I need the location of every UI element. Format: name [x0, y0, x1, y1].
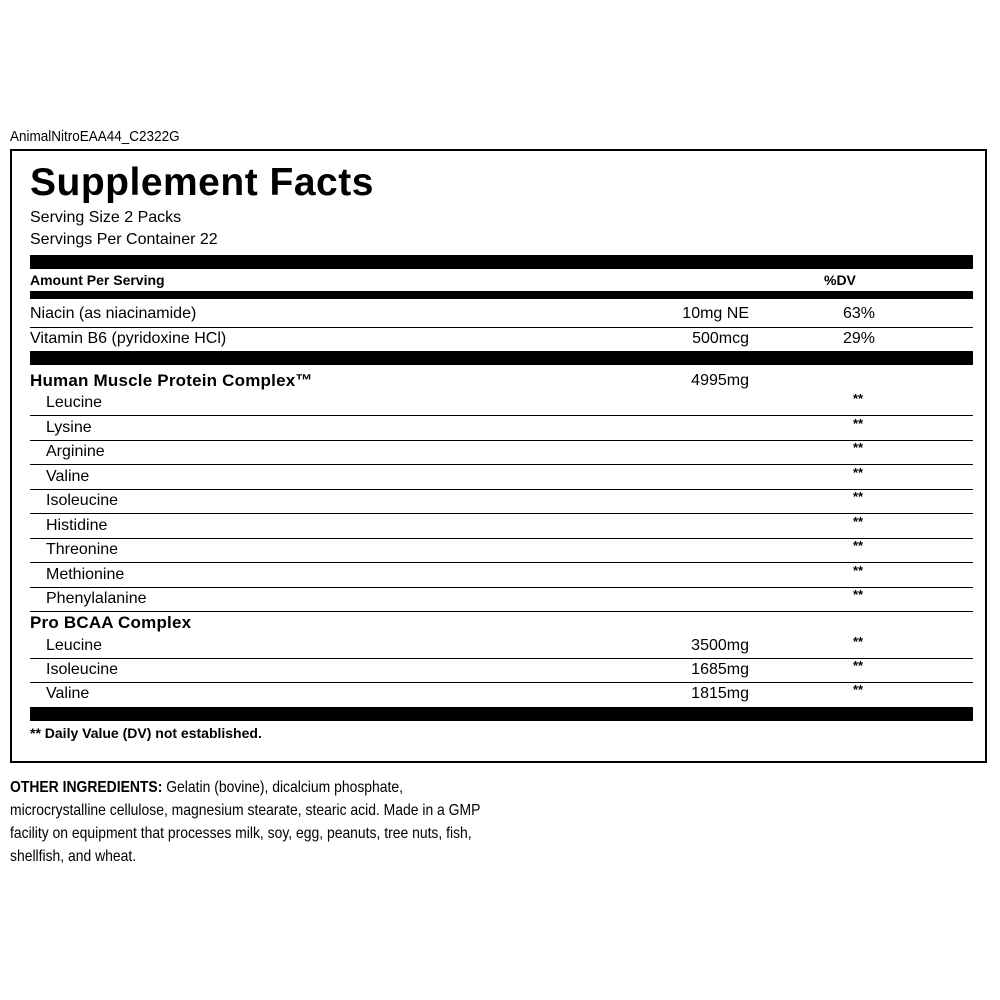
- nutrient-dv: 29%: [842, 330, 876, 347]
- nutrient-name: Niacin (as niacinamide): [30, 305, 197, 322]
- other-ingredients: [10, 776, 497, 868]
- ingredient-name: Lysine: [46, 419, 92, 436]
- ingredient-amount: 1685mg: [691, 661, 749, 678]
- ingredient-name: Leucine: [46, 394, 103, 411]
- complex-name: Pro BCAA Complex: [30, 613, 192, 632]
- supplement-facts-panel: [10, 149, 987, 763]
- ingredient-name: Methionine: [46, 566, 125, 583]
- ingredient-name: Isoleucine: [46, 492, 119, 509]
- nutrient-dv: 63%: [842, 305, 876, 322]
- ingredient-dv: **: [852, 440, 864, 455]
- ingredient-row: [30, 416, 973, 440]
- ingredient-dv: **: [852, 514, 864, 529]
- ingredient-row: [30, 538, 973, 562]
- ingredient-name: Valine: [46, 468, 90, 485]
- thick-divider: [30, 707, 973, 721]
- servings-per-container: Servings Per Container 22: [30, 231, 218, 248]
- ingredient-dv: **: [852, 682, 864, 697]
- ingredient-dv: **: [852, 416, 864, 431]
- complex-header-row: [30, 611, 973, 635]
- amount-per-serving-header: Amount Per Serving: [30, 272, 165, 288]
- ingredient-row: [30, 634, 973, 658]
- dv-footnote: ** Daily Value (DV) not established.: [30, 725, 262, 741]
- nutrient-row: [30, 302, 973, 326]
- ingredient-name: Isoleucine: [46, 661, 119, 678]
- ingredient-name: Arginine: [46, 443, 105, 460]
- ingredient-name: Leucine: [46, 637, 103, 654]
- thick-divider: [30, 351, 973, 365]
- ingredient-dv: **: [852, 634, 864, 649]
- ingredient-amount: 1815mg: [691, 685, 749, 702]
- file-id-label: AnimalNitroEAA44_C2322G: [10, 128, 180, 145]
- nutrient-name: Vitamin B6 (pyridoxine HCl): [30, 330, 227, 347]
- complex-name: Human Muscle Protein Complex™: [30, 371, 313, 390]
- ingredient-amount: 3500mg: [691, 637, 749, 654]
- ingredient-dv: **: [852, 391, 864, 406]
- serving-size: Serving Size 2 Packs: [30, 209, 182, 226]
- ingredient-row: [30, 682, 973, 706]
- ingredient-row: [30, 658, 973, 682]
- complex-amount: 4995mg: [691, 372, 749, 389]
- other-ingredients-text: Gelatin (bovine), dicalcium phosphate, microcrystalline cellulose, magnesium stearate, stearic acid. Made in a GMP facility on equipment that processes milk, soy, egg, peanuts, tree nuts, fish, shellfish, and wheat.: [10, 779, 481, 865]
- nutrient-amount: 500mcg: [692, 330, 749, 347]
- ingredient-name: Phenylalanine: [46, 590, 147, 607]
- dv-header: %DV: [824, 272, 856, 288]
- ingredient-dv: **: [852, 489, 864, 504]
- other-ingredients-label: OTHER INGREDIENTS:: [10, 779, 163, 796]
- ingredient-dv: **: [852, 563, 864, 578]
- medium-divider: [30, 291, 973, 299]
- ingredient-row: [30, 391, 973, 415]
- ingredient-name: Valine: [46, 685, 90, 702]
- thick-divider: [30, 255, 973, 269]
- ingredient-row: [30, 465, 973, 489]
- nutrient-row: [30, 327, 973, 351]
- ingredient-row: [30, 440, 973, 464]
- ingredient-dv: **: [852, 587, 864, 602]
- ingredient-name: Histidine: [46, 517, 108, 534]
- ingredient-dv: **: [852, 465, 864, 480]
- ingredient-dv: **: [852, 658, 864, 673]
- ingredient-name: Threonine: [46, 541, 119, 558]
- nutrient-amount: 10mg NE: [682, 305, 749, 322]
- ingredient-row: [30, 514, 973, 538]
- ingredient-row: [30, 587, 973, 611]
- ingredient-row: [30, 563, 973, 587]
- complex-header-row: [30, 369, 973, 393]
- ingredient-row: [30, 489, 973, 513]
- ingredient-dv: **: [852, 538, 864, 553]
- panel-title: Supplement Facts: [30, 161, 374, 204]
